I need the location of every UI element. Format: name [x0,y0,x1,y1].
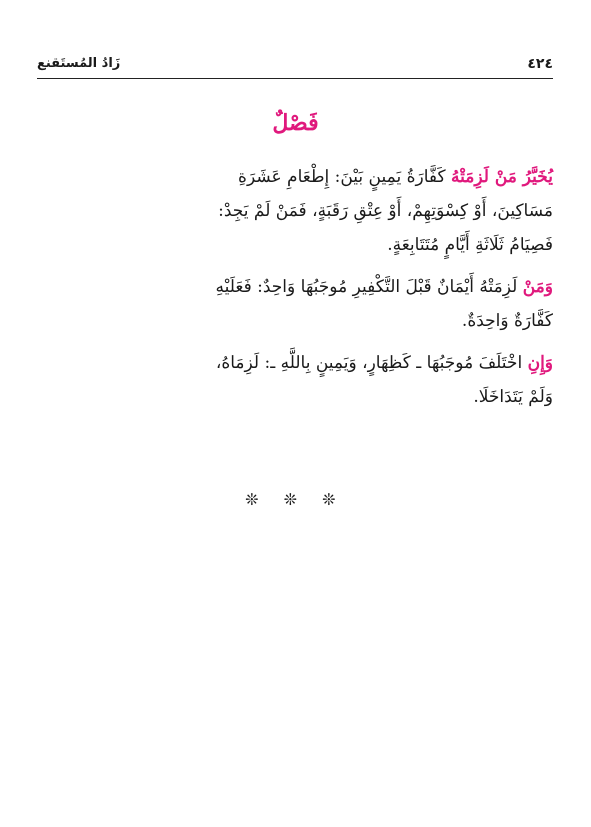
highlighted-matn: وَمَنْ [522,277,553,297]
highlighted-matn: وَإِنِ [527,353,553,373]
paragraph-1 [37,160,553,262]
highlighted-matn: يُخَيَّرُ مَنْ لَزِمَتْهُ [450,167,553,187]
line-text: وَلَمْ يَتَدَاخَلَا. [473,387,553,407]
running-title: زَادُ المُستَقنع [37,56,121,71]
text-line [37,380,553,414]
line-text: كَفَّارَةُ يَمِينٍ بَيْنَ: إِطْعَامِ عَشَرَةِ [238,167,451,187]
page-number: ٤٢٤ [527,56,553,72]
text-body [37,160,553,422]
text-line [37,194,553,228]
line-text: مَسَاكِينَ، أَوْ كِسْوَتِهِمْ، أَوْ عِتْقِ رَقَبَةٍ، فَمَنْ لَمْ يَجِدْ: [218,201,553,221]
line-text: كَفَّارَةٌ وَاحِدَةٌ. [461,311,553,331]
text-line [37,228,553,262]
line-text: اخْتَلَفَ مُوجَبُهَا ـ كَظِهَارٍ، وَيَمِينٍ بِاللَّهِ ـ: لَزِمَاهُ، [215,353,528,373]
paragraph-3 [37,346,553,414]
text-line [37,304,553,338]
paragraph-2 [37,270,553,338]
text-line [37,270,553,304]
line-text: فَصِيَامُ ثَلَاثَةِ أَيَّامٍ مُتَتَابِعَةٍ. [387,235,553,255]
line-text: لَزِمَتْهُ أَيْمَانٌ قَبْلَ التَّكْفِيرِ مُوجَبُهَا وَاحِدٌ: فَعَلَيْهِ [215,277,523,297]
section-separator: ❊ ❊ ❊ [245,490,346,509]
page-header [37,56,553,79]
text-line [37,160,553,194]
text-line [37,346,553,380]
section-title: فَصْلٌ [272,110,319,136]
